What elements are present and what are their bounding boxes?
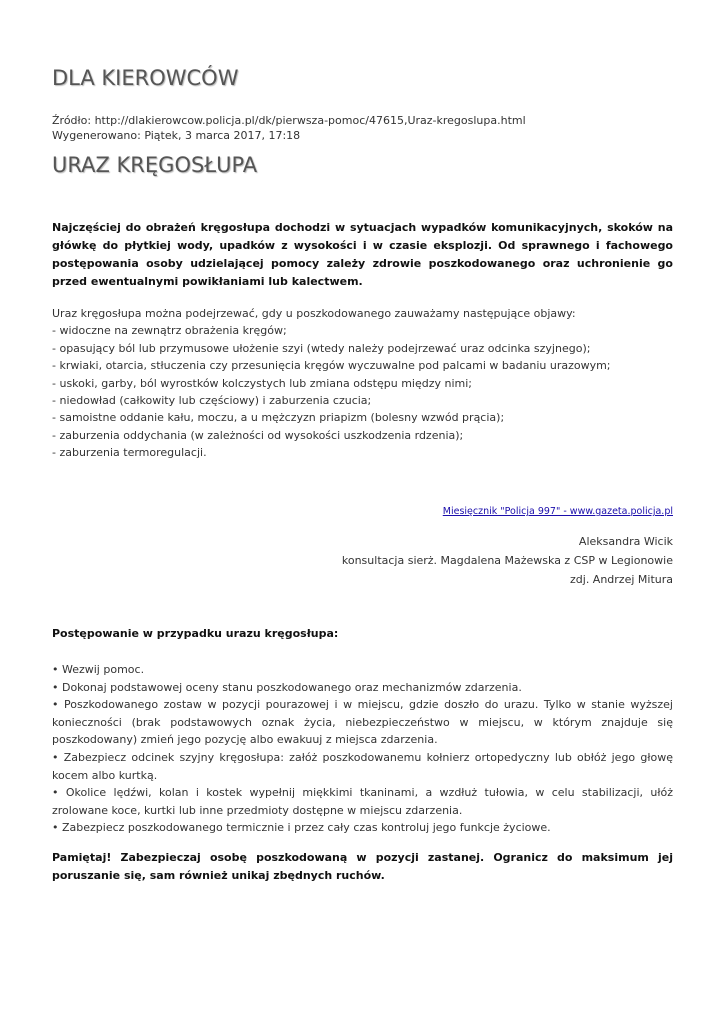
list-item: - samoistne oddanie kału, moczu, a u mężczyzn priapizm (bolesny wzwód prącia); (52, 411, 505, 425)
list-item: - widoczne na zewnątrz obrażenia kręgów; (52, 324, 287, 338)
photo-credit: zdj. Andrzej Mitura (570, 573, 673, 586)
source-link[interactable]: Miesięcznik "Policja 997" - www.gazeta.policja.pl (442, 506, 673, 517)
symptoms-list (52, 305, 673, 462)
list-item: - opasujący ból lub przymusowe ułożenie szyi (wtedy należy podejrzewać uraz odcinka szyjnego); (52, 341, 591, 355)
author: Aleksandra Wicik (578, 535, 673, 548)
warning-paragraph: Pamiętaj! Zabezpieczaj osobę poszkodowaną w pozycji zastanej. Ogranicz do maksimum jej poruszanie się, sam również unikaj zbędnych ruchów. (52, 851, 673, 882)
source-url: Źródło: http://dlakierowcow.policja.pl/dk/pierwsza-pomoc/47615,Uraz-kregoslupa.html (52, 114, 526, 127)
list-item: • Okolice lędźwi, kolan i kostek wypełnij miękkimi tkaninami, a wzdłuż tułowia, w celu stabilizacji, ułóż zrolowane koce, kurtki lub inne przedmioty dostępne w miejscu zdarzenia. (52, 786, 673, 817)
procedure-heading: Postępowanie w przypadku urazu kręgosłupa: (52, 627, 339, 640)
procedure-steps (52, 661, 673, 837)
site-title: DLA KIEROWCÓW (52, 66, 239, 90)
list-item: - uskoki, garby, ból wyrostków kolczystych lub zmiana odstępu między nimi; (52, 376, 473, 390)
list-item: - zaburzenia termoregulacji. (52, 446, 207, 460)
list-item: • Zabezpiecz odcinek szyjny kręgosłupa: załóż poszkodowanemu kołnierz ortopedyczny lub obłóż jego głowę kocem albo kurtką. (52, 750, 673, 782)
lead-paragraph: Najczęściej do obrażeń kręgosłupa dochodzi w sytuacjach wypadków komunikacyjnych, skoków na główkę do płytkiej wody, upadków z wysokości i w czasie eksplozji. Od sprawnego i fachowego postępowania osoby udzielającej pomocy zależy zdrowie poszkodowanego oraz uchronienie go przed ewentualnymi powikłaniami lub kalectwem. (52, 221, 673, 288)
list-item: - niedowład (całkowity lub częściowy) i zaburzenia czucia; (52, 394, 372, 408)
article-title: URAZ KRĘGOSŁUPA (52, 153, 258, 177)
consultation: konsultacja sierż. Magdalena Mażewska z CSP w Legionowie (341, 554, 673, 567)
list-item: - krwiaki, otarcia, stłuczenia czy przesunięcia kręgów wyczuwalne pod palcami w badaniu urazowym; (52, 359, 611, 373)
list-item: - zaburzenia oddychania (w zależności od wysokości uszkodzenia rdzenia); (52, 428, 464, 442)
list-item: • Dokonaj podstawowej oceny stanu poszkodowanego oraz mechanizmów zdarzenia. (52, 680, 522, 694)
generated-date: Wygenerowano: Piątek, 3 marca 2017, 17:18 (52, 129, 301, 142)
document-meta (52, 113, 526, 143)
list-item: • Poszkodowanego zostaw w pozycji pourazowej i w miejscu, gdzie doszło do urazu. Tylko w stanie wyższej konieczności (brak podstawowych oznak życia, niebezpieczeństwo w miejscu, w którym znajduje się poszkodowany) zmień jego pozycję albo ewakuuj z miejsca zdarzenia. (52, 698, 673, 747)
list-item: • Wezwij pomoc. (52, 663, 145, 676)
credits (342, 532, 673, 589)
list-item: • Zabezpiecz poszkodowanego termicznie i przez cały czas kontroluj jego funkcje życiowe. (52, 821, 551, 835)
symptoms-intro: Uraz kręgosłupa można podejrzewać, gdy u poszkodowanego zauważamy następujące objawy: (52, 307, 576, 320)
